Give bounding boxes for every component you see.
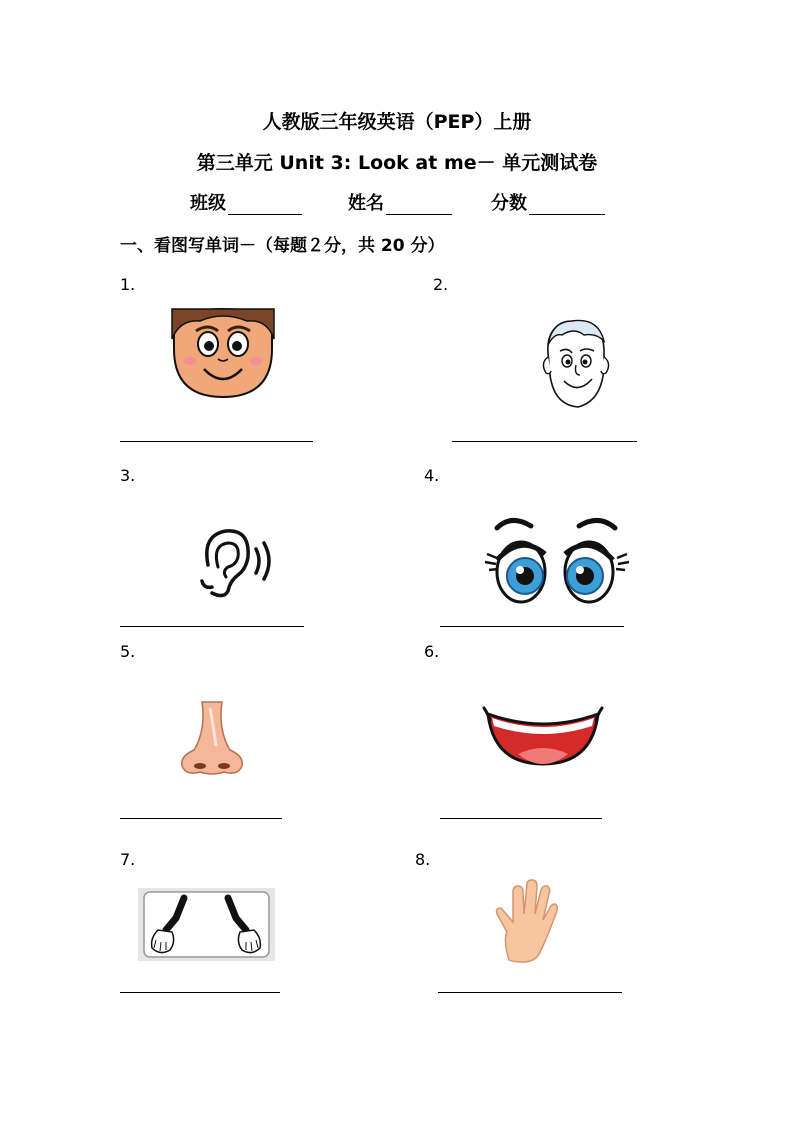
item-number-3: 3. [120, 466, 136, 485]
name-blank[interactable] [386, 196, 452, 215]
name-label: 姓名 [348, 193, 384, 214]
item-number-4: 4. [424, 466, 440, 485]
class-blank[interactable] [228, 196, 302, 215]
page-subtitle: 第三单元 Unit 3: Look at me－ 单元测试卷 [196, 152, 598, 174]
hand-icon [493, 880, 559, 962]
score-blank[interactable] [529, 196, 605, 215]
item-number-2: 2. [433, 275, 449, 294]
answer-line-7[interactable] [120, 992, 280, 993]
eyes-icon [483, 514, 631, 606]
class-label: 班级 [190, 193, 226, 214]
answer-line-3[interactable] [120, 626, 304, 627]
answer-line-5[interactable] [120, 818, 282, 819]
answer-line-1[interactable] [120, 441, 313, 442]
section-heading: 一、看图写单词－（每题２分，共 20 分） [120, 236, 445, 256]
item-number-5: 5. [120, 642, 136, 661]
answer-line-6[interactable] [440, 818, 602, 819]
page-title: 人教版三年级英语（PEP）上册 [262, 111, 532, 133]
mouth-icon [482, 698, 604, 768]
head-sketch-icon [538, 315, 613, 410]
item-number-8: 8. [415, 850, 431, 869]
item-number-7: 7. [120, 850, 136, 869]
nose-icon [176, 700, 248, 776]
score-field [491, 189, 605, 215]
item-number-6: 6. [424, 642, 440, 661]
answer-line-4[interactable] [440, 626, 624, 627]
ear-icon [198, 527, 278, 599]
arms-hands-icon [138, 888, 275, 961]
answer-line-8[interactable] [438, 992, 622, 993]
item-number-1: 1. [120, 275, 136, 294]
class-field [190, 189, 302, 215]
name-field [348, 189, 452, 215]
answer-line-2[interactable] [452, 441, 637, 442]
score-label: 分数 [491, 193, 527, 214]
face-icon [172, 309, 274, 397]
